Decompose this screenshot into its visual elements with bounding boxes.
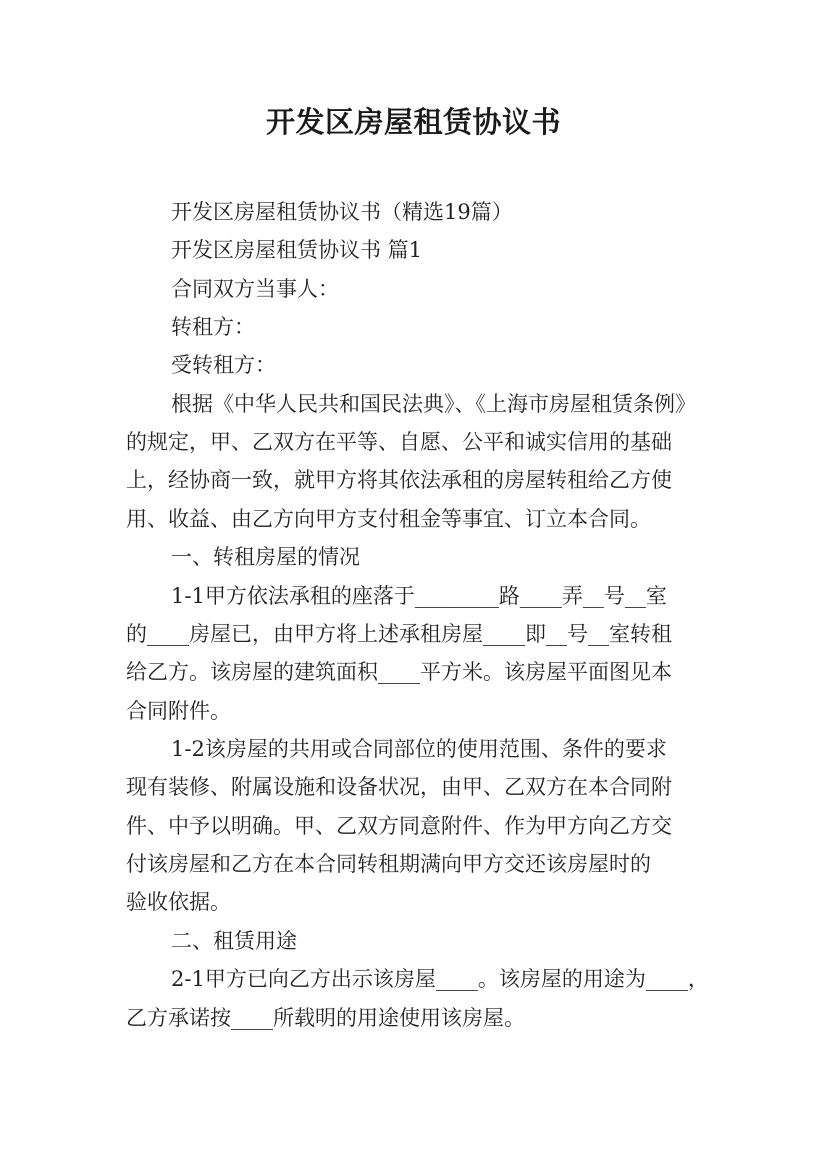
paragraph-line: 现有装修、附属设施和设备状况，由甲、乙双方在本合同附 bbox=[126, 775, 672, 799]
subtitle-line: 开发区房屋租赁协议书（精选19篇） bbox=[171, 200, 513, 224]
parties-label-line: 合同双方当事人： bbox=[171, 277, 339, 301]
paragraph-line: 件、中予以明确。甲、乙双方同意附件、作为甲方向乙方交 bbox=[126, 814, 672, 838]
paragraph-line: 的规定，甲、乙双方在平等、自愿、公平和诚实信用的基础 bbox=[126, 430, 672, 454]
paragraph-line: 上，经协商一致，就甲方将其依法承租的房屋转租给乙方使 bbox=[126, 468, 672, 492]
document-title: 开发区房屋租赁协议书 bbox=[265, 105, 561, 139]
paragraph-line: 1-1甲方依法承租的座落于________路____弄__号__室 bbox=[171, 584, 667, 608]
paragraph-line: 的____房屋已，由甲方将上述承租房屋____即__号__室转租 bbox=[126, 622, 672, 646]
paragraph-line: 用、收益、由乙方向甲方支付租金等事宜、订立本合同。 bbox=[126, 507, 651, 531]
paragraph-line: 1-2该房屋的共用或合同部位的使用范围、条件的要求 bbox=[171, 737, 667, 761]
paragraph-line: 2-1甲方已向乙方出示该房屋____。该房屋的用途为____， bbox=[171, 967, 709, 991]
paragraph-line: 验收依据。 bbox=[126, 890, 231, 914]
section-heading-line: 开发区房屋租赁协议书 篇1 bbox=[171, 238, 423, 262]
sublessee-line: 受转租方： bbox=[171, 353, 276, 377]
section-heading-line: 二、租赁用途 bbox=[171, 929, 297, 953]
paragraph-line: 根据《中华人民共和国民法典》、《上海市房屋租赁条例》 bbox=[171, 392, 696, 416]
section-heading-line: 一、转租房屋的情况 bbox=[171, 545, 360, 569]
paragraph-line: 乙方承诺按____所载明的用途使用该房屋。 bbox=[126, 1006, 525, 1030]
sublessor-line: 转租方： bbox=[171, 315, 255, 339]
paragraph-line: 付该房屋和乙方在本合同转租期满向甲方交还该房屋时的 bbox=[126, 852, 651, 876]
paragraph-line: 给乙方。该房屋的建筑面积____平方米。该房屋平面图见本 bbox=[126, 660, 672, 684]
paragraph-line: 合同附件。 bbox=[126, 699, 231, 723]
